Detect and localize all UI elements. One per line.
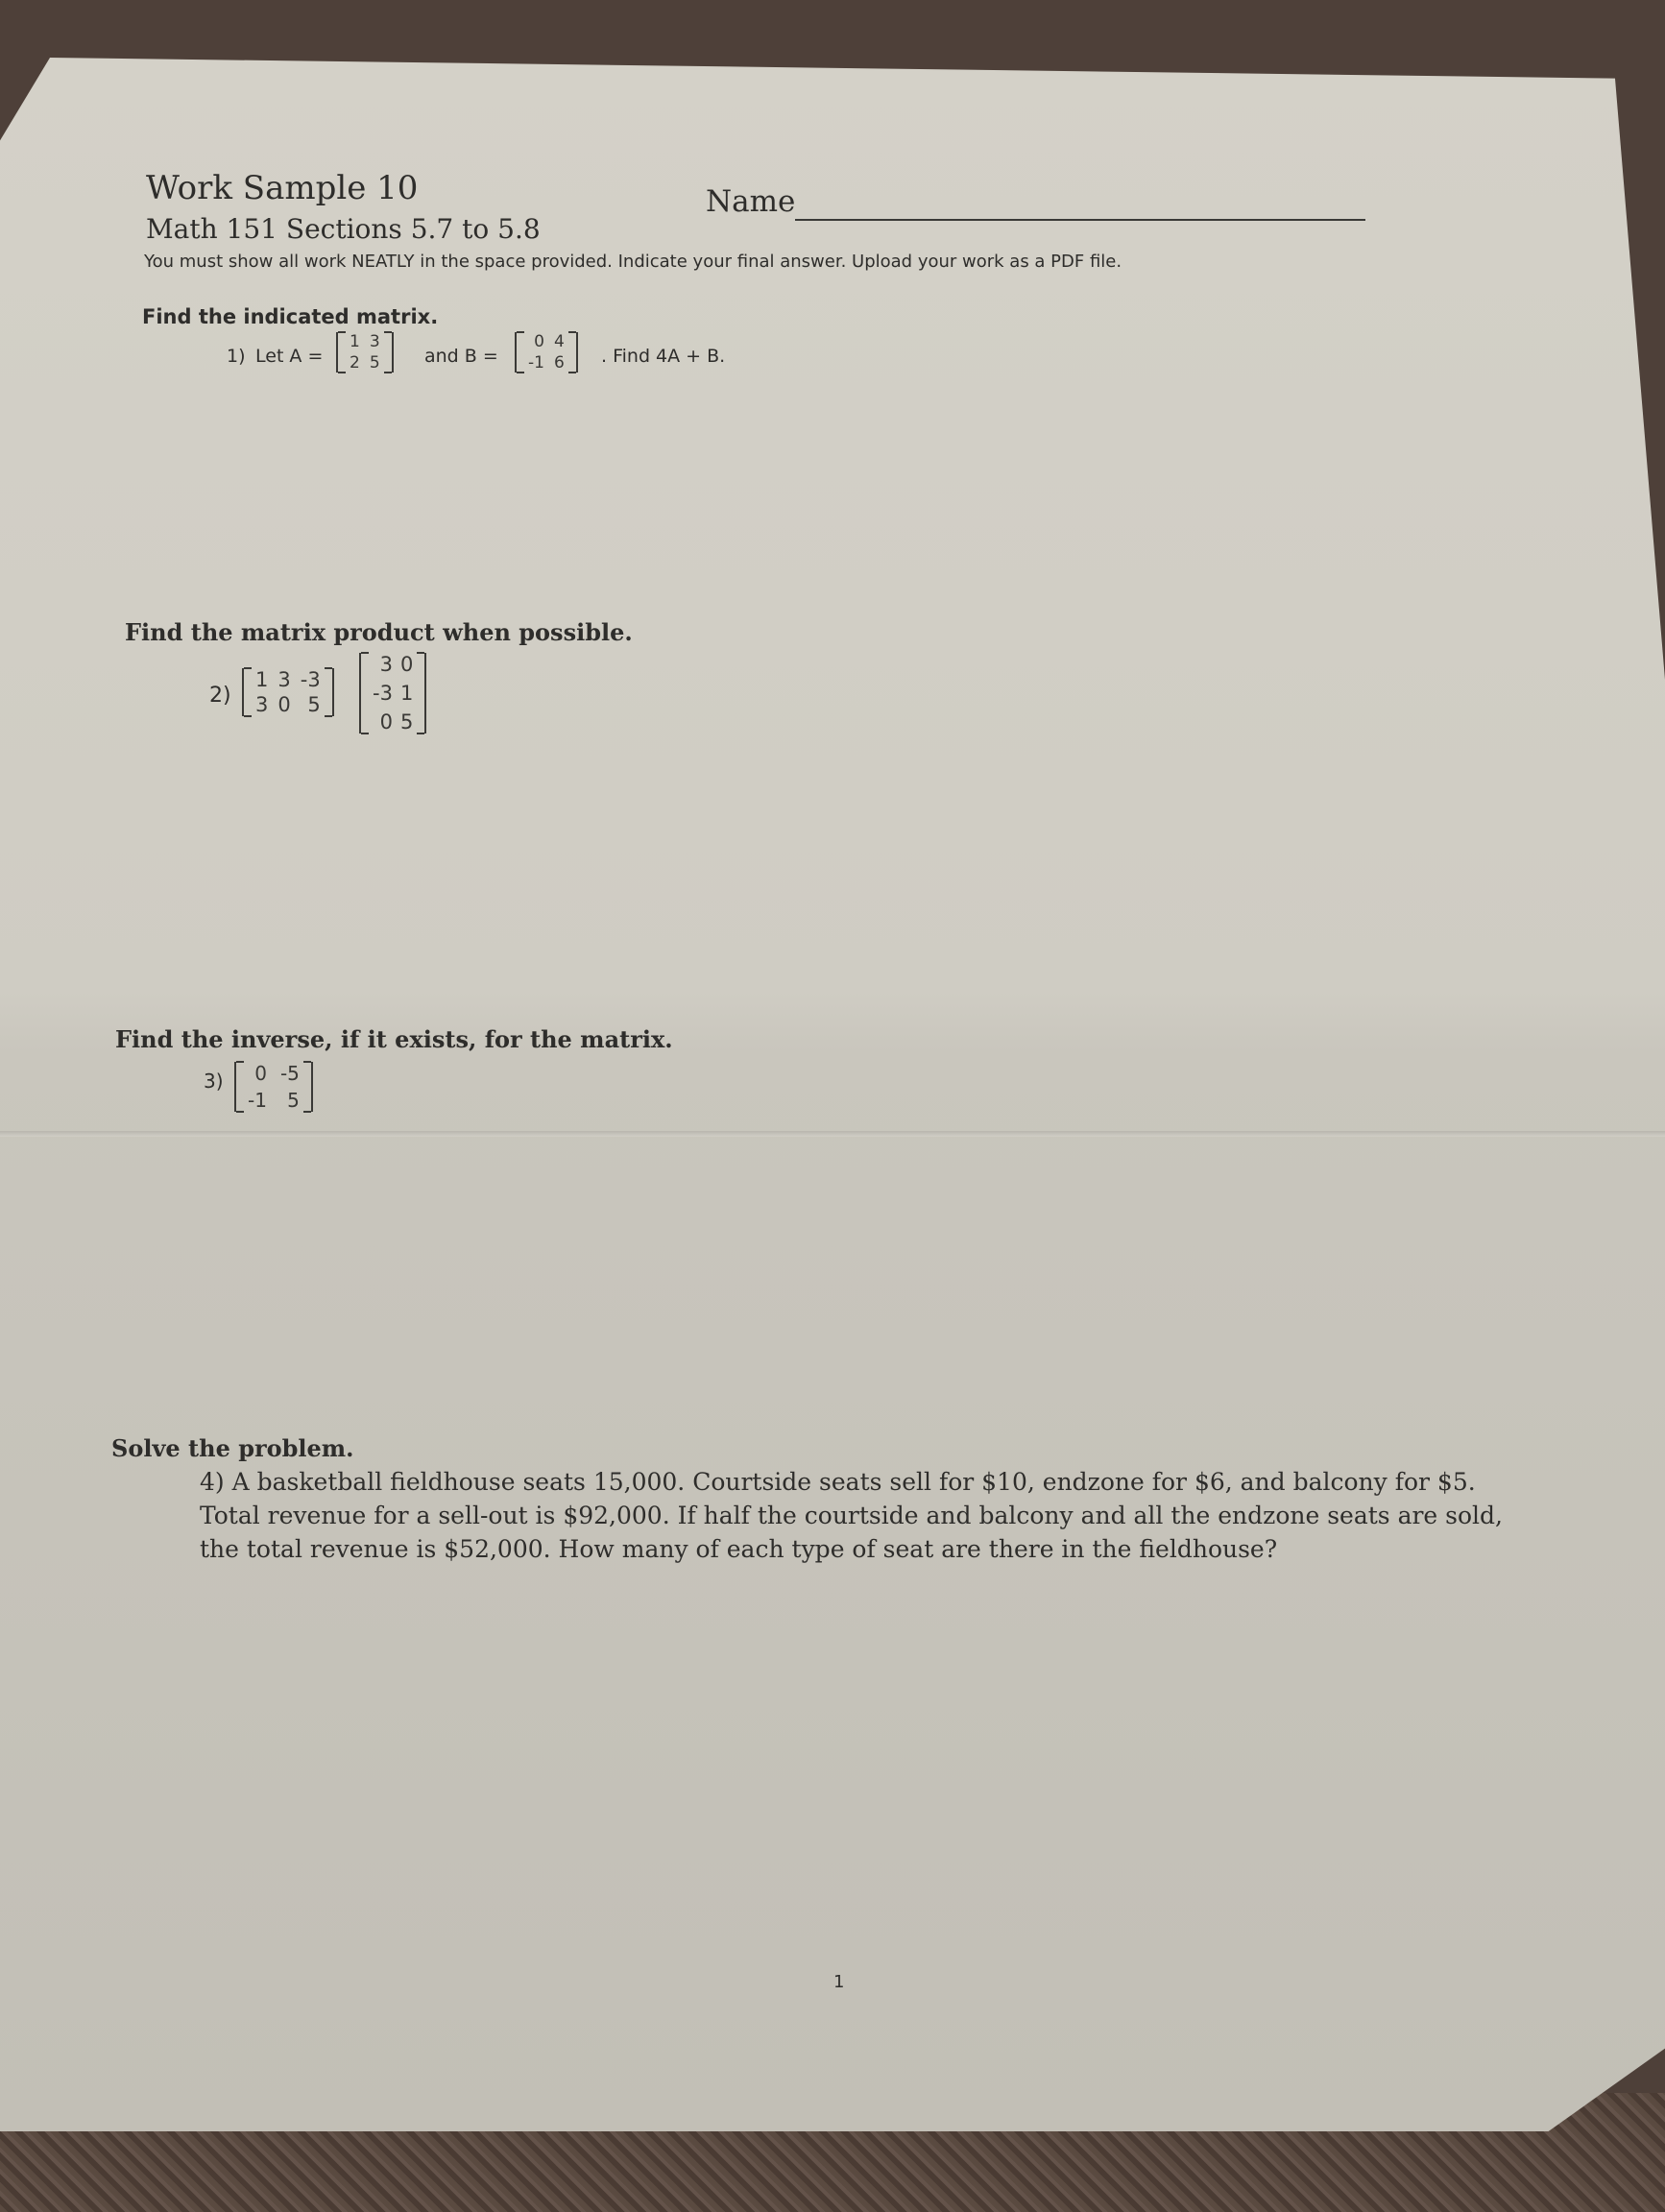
matrix-right-cell: -3 — [373, 682, 393, 705]
paper-fold — [0, 1131, 1665, 1137]
course-subtitle: Math 151 Sections 5.7 to 5.8 — [146, 213, 541, 245]
question-4-text: 4) A basketball fieldhouse seats 15,000. Courtside seats sell for $10, endzone for $6, and balcony for $5. Total revenue for a sell-out is $92,000. If half the courtside and balcony and all the endzone seats are sold, the total revenue is $52,000. How many of each type of seat are there in the fieldhouse? — [200, 1468, 1503, 1563]
matrix-left-cell: 3 — [255, 693, 269, 716]
worksheet-title: Work Sample 10 — [146, 169, 419, 207]
section-heading-solve: Solve the problem. — [111, 1434, 354, 1462]
question-3-number: 3) — [204, 1070, 224, 1093]
section-heading-indicated-matrix: Find the indicated matrix. — [142, 305, 439, 328]
matrix-b-cell: 6 — [553, 353, 565, 373]
matrix-a-cell: 3 — [369, 332, 380, 351]
matrix-left-cell: 5 — [307, 693, 321, 716]
matrix-b-cell: 4 — [553, 332, 565, 351]
question-1-number: 1) — [227, 346, 246, 367]
matrix-b-cell: 0 — [534, 332, 544, 351]
name-blank-line — [795, 219, 1365, 221]
matrix-inverse — [234, 1062, 313, 1112]
instructions-text: You must show all work NEATLY in the space provided. Indicate your final answer. Upload your work as a PDF file. — [144, 252, 1122, 272]
matrix-right-cell: 1 — [399, 682, 414, 705]
matrix-a-cell: 1 — [350, 332, 360, 351]
question-1-let-a: Let A = — [255, 346, 324, 367]
matrix-right-cell: 5 — [399, 710, 414, 733]
matrix-right-cell: 3 — [379, 653, 393, 676]
question-1-and-b: and B = — [424, 346, 498, 367]
page-number: 1 — [833, 1972, 845, 1992]
matrix-left-cell: 1 — [255, 668, 269, 691]
matrix-left-cell: 3 — [278, 668, 291, 691]
matrix-left-cell: 0 — [278, 693, 291, 716]
section-heading-inverse: Find the inverse, if it exists, for the matrix. — [115, 1025, 673, 1053]
question-2-number: 2) — [209, 684, 231, 708]
question-1-prompt: . Find 4A + B. — [601, 346, 726, 367]
matrix-left — [242, 668, 334, 716]
matrix-a-cell: 5 — [369, 353, 380, 373]
matrix-left-cell: -3 — [300, 668, 321, 691]
matrix-inverse-cell: 0 — [254, 1062, 267, 1085]
matrix-inverse-cell: 5 — [287, 1089, 300, 1112]
matrix-right — [359, 653, 426, 733]
matrix-b-cell: -1 — [528, 353, 544, 373]
matrix-b — [515, 332, 578, 373]
section-heading-matrix-product: Find the matrix product when possible. — [125, 618, 633, 646]
matrix-inverse-cell: -1 — [248, 1089, 267, 1112]
name-label: Name — [706, 184, 796, 219]
matrix-right-cell: 0 — [379, 710, 393, 733]
matrix-a — [336, 332, 394, 373]
matrix-a-cell: 2 — [350, 353, 360, 373]
matrix-inverse-cell: -5 — [279, 1062, 300, 1085]
matrix-right-cell: 0 — [399, 653, 414, 676]
